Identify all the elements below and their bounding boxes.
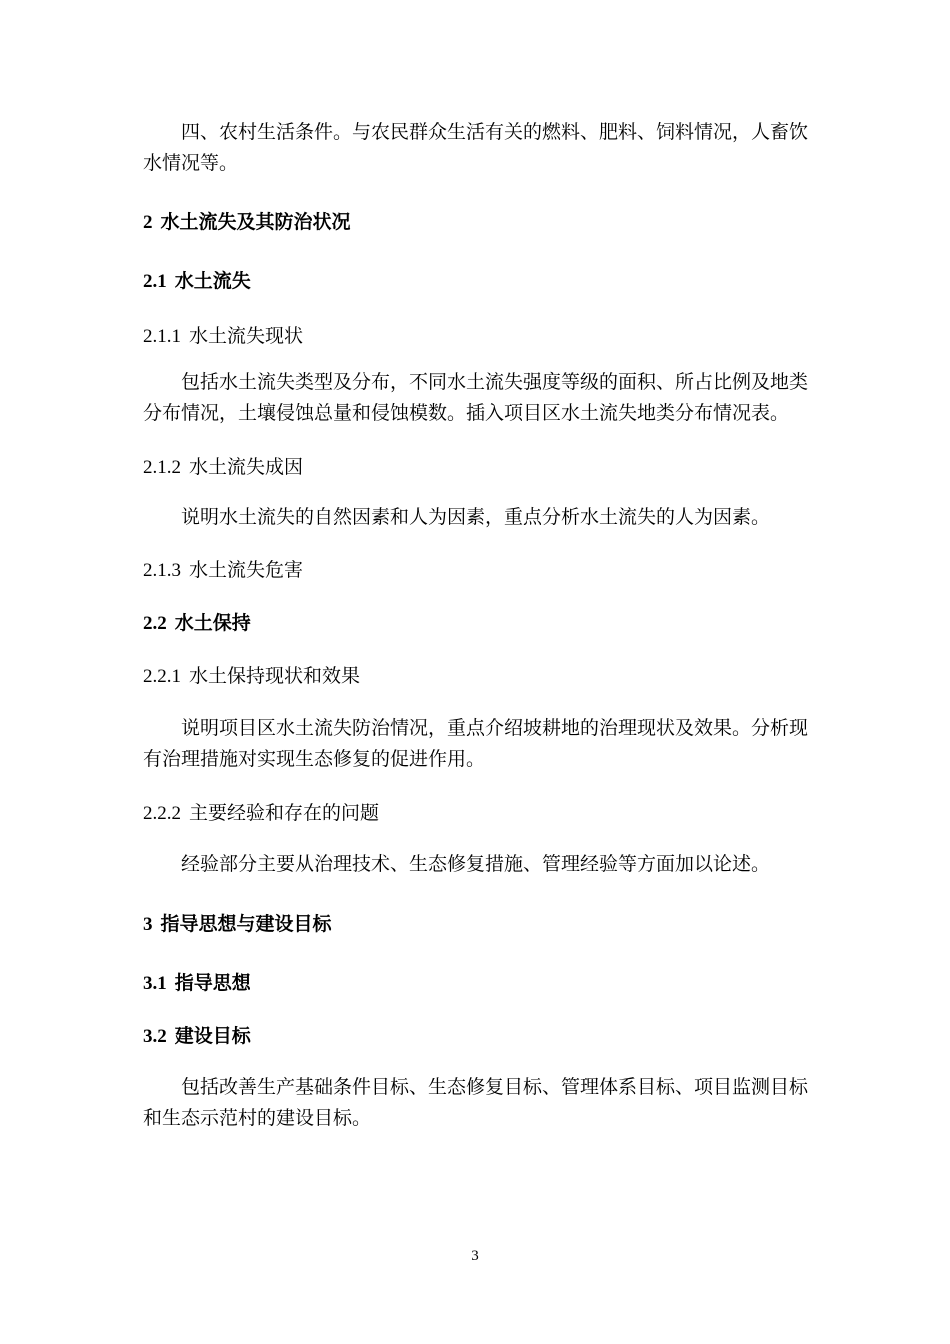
heading-2-1-3 [143, 556, 823, 585]
heading-number: 3.1 [143, 973, 167, 994]
heading-text: 水土流失现状 [189, 325, 304, 347]
paragraph-erosion-status: 包括水土流失类型及分布，不同水土流失强度等级的面积、所占比例及地类分布情况，土壤侵蚀总量和侵蚀模数。插入项目区水土流失地类分布情况表。 [143, 371, 809, 424]
heading-text: 水土保持 [174, 612, 251, 634]
heading-3 [143, 910, 823, 939]
heading-2-2 [143, 609, 823, 638]
heading-2-2-1 [143, 662, 823, 691]
heading-2-2-2 [143, 799, 823, 828]
heading-number: 2 [143, 212, 153, 233]
heading-number: 2.1.2 [143, 457, 181, 478]
heading-number: 2.2.1 [143, 666, 181, 687]
page-number: 3 [471, 1248, 479, 1264]
heading-number: 2.2.2 [143, 803, 181, 824]
heading-text: 水土流失 [174, 270, 251, 292]
heading-number: 2.1.1 [143, 326, 181, 347]
paragraph-construction-goals: 包括改善生产基础条件目标、生态修复目标、管理体系目标、项目监测目标和生态示范村的建设目标。 [143, 1076, 809, 1129]
paragraph-rural-living-conditions: 四、农村生活条件。与农民群众生活有关的燃料、肥料、饲料情况，人畜饮水情况等。 [143, 121, 809, 174]
heading-number: 3.2 [143, 1026, 167, 1047]
heading-text: 水土流失成因 [189, 456, 304, 478]
heading-2 [143, 208, 823, 237]
paragraph-experience: 经验部分主要从治理技术、生态修复措施、管理经验等方面加以论述。 [181, 853, 771, 875]
heading-text: 主要经验和存在的问题 [189, 802, 380, 824]
heading-text: 水土保持现状和效果 [189, 665, 361, 687]
paragraph-erosion-causes: 说明水土流失的自然因素和人为因素，重点分析水土流失的人为因素。 [181, 506, 771, 528]
heading-text: 指导思想 [174, 972, 251, 994]
heading-3-1 [143, 969, 823, 998]
heading-3-2 [143, 1022, 823, 1051]
heading-text: 水土流失危害 [189, 559, 304, 581]
heading-text: 水土流失及其防治状况 [160, 211, 351, 233]
heading-text: 指导思想与建设目标 [160, 913, 332, 935]
paragraph-conservation-status: 说明项目区水土流失防治情况，重点介绍坡耕地的治理现状及效果。分析现有治理措施对实现生态修复的促进作用。 [143, 717, 809, 770]
heading-number: 2.1 [143, 271, 167, 292]
heading-number: 3 [143, 914, 153, 935]
heading-2-1-1 [143, 322, 823, 351]
heading-2-1 [143, 267, 823, 296]
heading-text: 建设目标 [174, 1025, 251, 1047]
heading-number: 2.1.3 [143, 560, 181, 581]
heading-number: 2.2 [143, 613, 167, 634]
heading-2-1-2 [143, 453, 823, 482]
